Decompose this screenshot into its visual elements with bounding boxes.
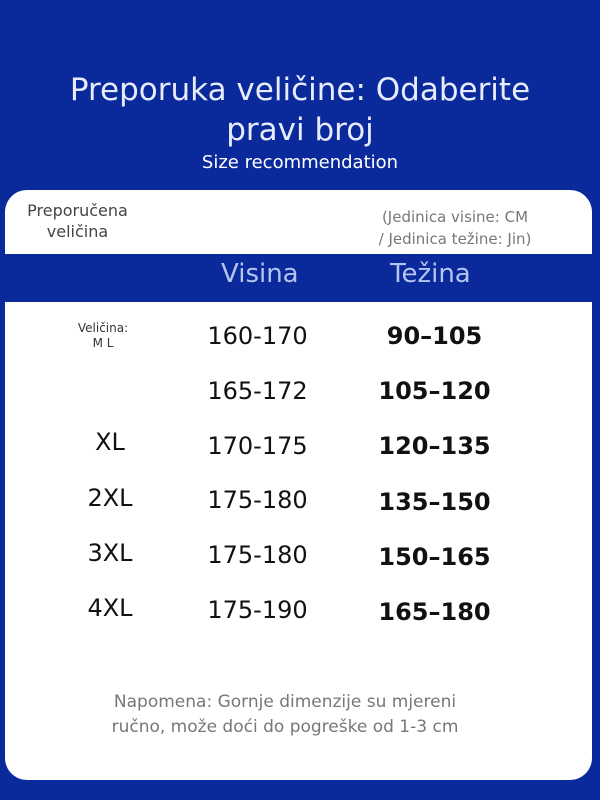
- height-cell-row-2: 165-172: [207, 377, 308, 405]
- height-cell-row-3: 170-175: [207, 432, 308, 460]
- weight-cell-row-3: 120–135: [378, 432, 491, 460]
- size-cell-row-4: 2XL: [87, 484, 133, 512]
- weight-cell-row-5: 150–165: [378, 543, 491, 571]
- note-line-2: ručno, može doći do pogreške od 1-3 cm: [111, 717, 459, 737]
- size-cell-row-6: 4XL: [87, 594, 133, 622]
- weight-cell-row-1: 90–105: [386, 322, 483, 350]
- unit-note-line-2: / Jedinica težine: Jin): [378, 230, 532, 248]
- height-cell-row-6: 175-190: [207, 596, 308, 624]
- unit-note-line-1: (Jedinica visine: CM: [381, 208, 529, 226]
- measurement-note: [60, 690, 510, 740]
- page-subtitle: Size recommendation: [201, 152, 399, 173]
- column-header-weight: Težina: [390, 259, 471, 289]
- note-line-1: Napomena: Gornje dimenzije su mjereni: [113, 692, 457, 712]
- weight-cell-row-2: 105–120: [378, 377, 491, 405]
- height-cell-row-1: 160-170: [207, 322, 308, 350]
- column-header-height: Visina: [221, 259, 299, 289]
- size-label-line-1: Veličina:: [77, 321, 129, 335]
- weight-cell-row-4: 135–150: [378, 488, 491, 516]
- size-cell-row-1: [53, 321, 153, 351]
- size-label-line-2: M L: [92, 336, 114, 350]
- size-cell-row-3: XL: [95, 428, 125, 456]
- title-line-2: pravi broj: [226, 112, 374, 148]
- title-line-1: Preporuka veličine: Odaberite: [69, 72, 531, 108]
- height-cell-row-4: 175-180: [207, 486, 308, 514]
- weight-cell-row-6: 165–180: [378, 598, 491, 626]
- recommended-label-line-1: Preporučena: [27, 201, 128, 220]
- recommended-label-line-2: veličina: [46, 222, 109, 241]
- size-cell-row-5: 3XL: [87, 539, 133, 567]
- height-cell-row-5: 175-180: [207, 541, 308, 569]
